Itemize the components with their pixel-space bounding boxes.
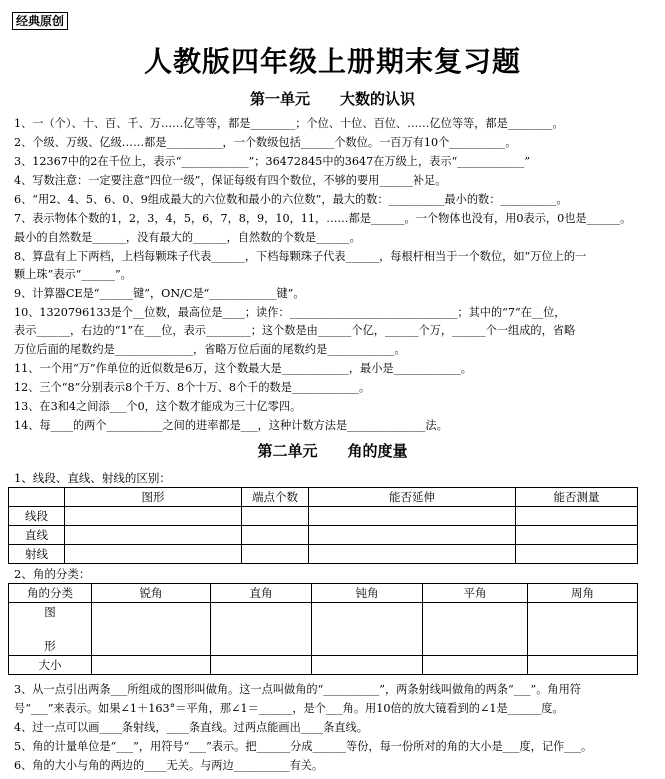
question-line: 4、写数注意：一定要注意“四位一级”，保证每级有四个数位，不够的要用______补足。: [14, 174, 447, 187]
question-line: 12、三个“8”分别表示8个千万、8个十万、8个千的数是____________。: [14, 381, 371, 394]
table2-header: 平角: [423, 584, 528, 603]
question-line: 8、算盘有上下两档，上档每颗珠子代表______，下档每颗珠子代表______，每根杆相当于一个数位，如“万位上的一: [14, 250, 587, 263]
row-label-xing: 形: [44, 639, 56, 653]
question-line: 6、角的大小与角的两边的____无关。与两边__________有关。: [14, 759, 324, 772]
question-line: 13、在3和4之间添___个0，这个数才能成为三十亿零四。: [14, 400, 302, 413]
question-line: 3、12367中的2在千位上，表示“____________”；36472845中的3647在万级上，表示“____________”: [14, 155, 531, 168]
line-comparison-table: [8, 487, 638, 564]
question-line: 号“___”来表示。如果∠1＋163°＝平角，那∠1＝______，是个___角。用10倍的放大镜看到的∠1是______度。: [14, 702, 564, 715]
table1-header: 能否延伸: [309, 488, 516, 507]
original-badge: 经典原创: [12, 12, 68, 30]
page-title: 人教版四年级上册期末复习题: [143, 45, 521, 78]
question-line: 11、一个用“万”作单位的近似数是6万，这个数最大是____________，最小是____________。: [14, 362, 472, 375]
section2-label: 2、角的分类：: [14, 567, 91, 581]
question-line: 1、一（个）、十、百、千、万……亿等等，都是________；个位、十位、百位、……亿位等等，都是________。: [14, 117, 564, 130]
table1-header: 能否测量: [516, 488, 638, 507]
table-row: [9, 656, 638, 675]
angle-classification-table: [8, 583, 638, 675]
table2-header: 角的分类: [9, 584, 92, 603]
question-line: 3、从一点引出两条___所组成的图形叫做角。这一点叫做角的“__________”，两条射线叫做角的两条“___”。角用符: [14, 683, 581, 696]
row-label: 射线: [9, 545, 65, 564]
table-row: [9, 603, 638, 656]
question-line: 万位后面的尾数约是______________，省略万位后面的尾数约是____________。: [14, 343, 406, 356]
row-label: [9, 603, 92, 656]
table2-header: 锐角: [92, 584, 211, 603]
table2-header: 周角: [528, 584, 638, 603]
row-label: 大小: [9, 656, 92, 675]
question-line: 9、计算器CE是“______键”，ON/C是“____________键”。: [14, 287, 305, 300]
table2-header: 钝角: [312, 584, 423, 603]
question-line: 表示______，右边的“1”在___位，表示________；这个数是由______个亿，______个万，______个一组成的，省略: [14, 324, 576, 337]
question-line: 6、“用2、4、5、6、0、9组成最大的六位数和最小的六位数”，最大的数：__________最小的数：__________。: [14, 193, 568, 206]
row-label: 直线: [9, 526, 65, 545]
unit1-title: 第一单元 大数的认识: [249, 90, 415, 108]
table2-header: 直角: [211, 584, 312, 603]
table1-header: [9, 488, 65, 507]
table-row: [9, 545, 638, 564]
section1-label: 1、线段、直线、射线的区别：: [14, 471, 171, 485]
question-line: 7、表示物体个数的1，2，3，4，5，6，7，8，9，10，11，……都是______。一个物体也没有，用0表示，0也是______。: [14, 212, 632, 225]
question-line: 最小的自然数是______，没有最大的______，自然数的个数是______。: [14, 231, 361, 244]
row-label: 线段: [9, 507, 65, 526]
question-line: 4、过一点可以画____条射线，____条直线。过两点能画出____条直线。: [14, 721, 368, 734]
unit2-title: 第二单元 角的度量: [257, 442, 408, 460]
table-row: [9, 526, 638, 545]
question-line: 10、1320796133是个__位数，最高位是____；读作：______________________________；其中的“7”在__位，: [14, 306, 566, 319]
row-label-tu: 图: [44, 605, 56, 619]
table-row: [9, 507, 638, 526]
question-line: 5、角的计量单位是“___”，用符号“___”表示。把______分成______等份，每一份所对的角的大小是___度，记作___。: [14, 740, 593, 753]
table1-header: 图形: [65, 488, 242, 507]
question-line: 2、个级、万级、亿级……都是__________，一个数级包括______个数位。一百万有10个__________。: [14, 136, 517, 149]
question-line: 颗上珠”表示“______”。: [14, 268, 132, 281]
question-line: 14、每____的两个__________之间的进率都是___，这种计数方法是______________法。: [14, 419, 448, 432]
table1-header: 端点个数: [242, 488, 309, 507]
